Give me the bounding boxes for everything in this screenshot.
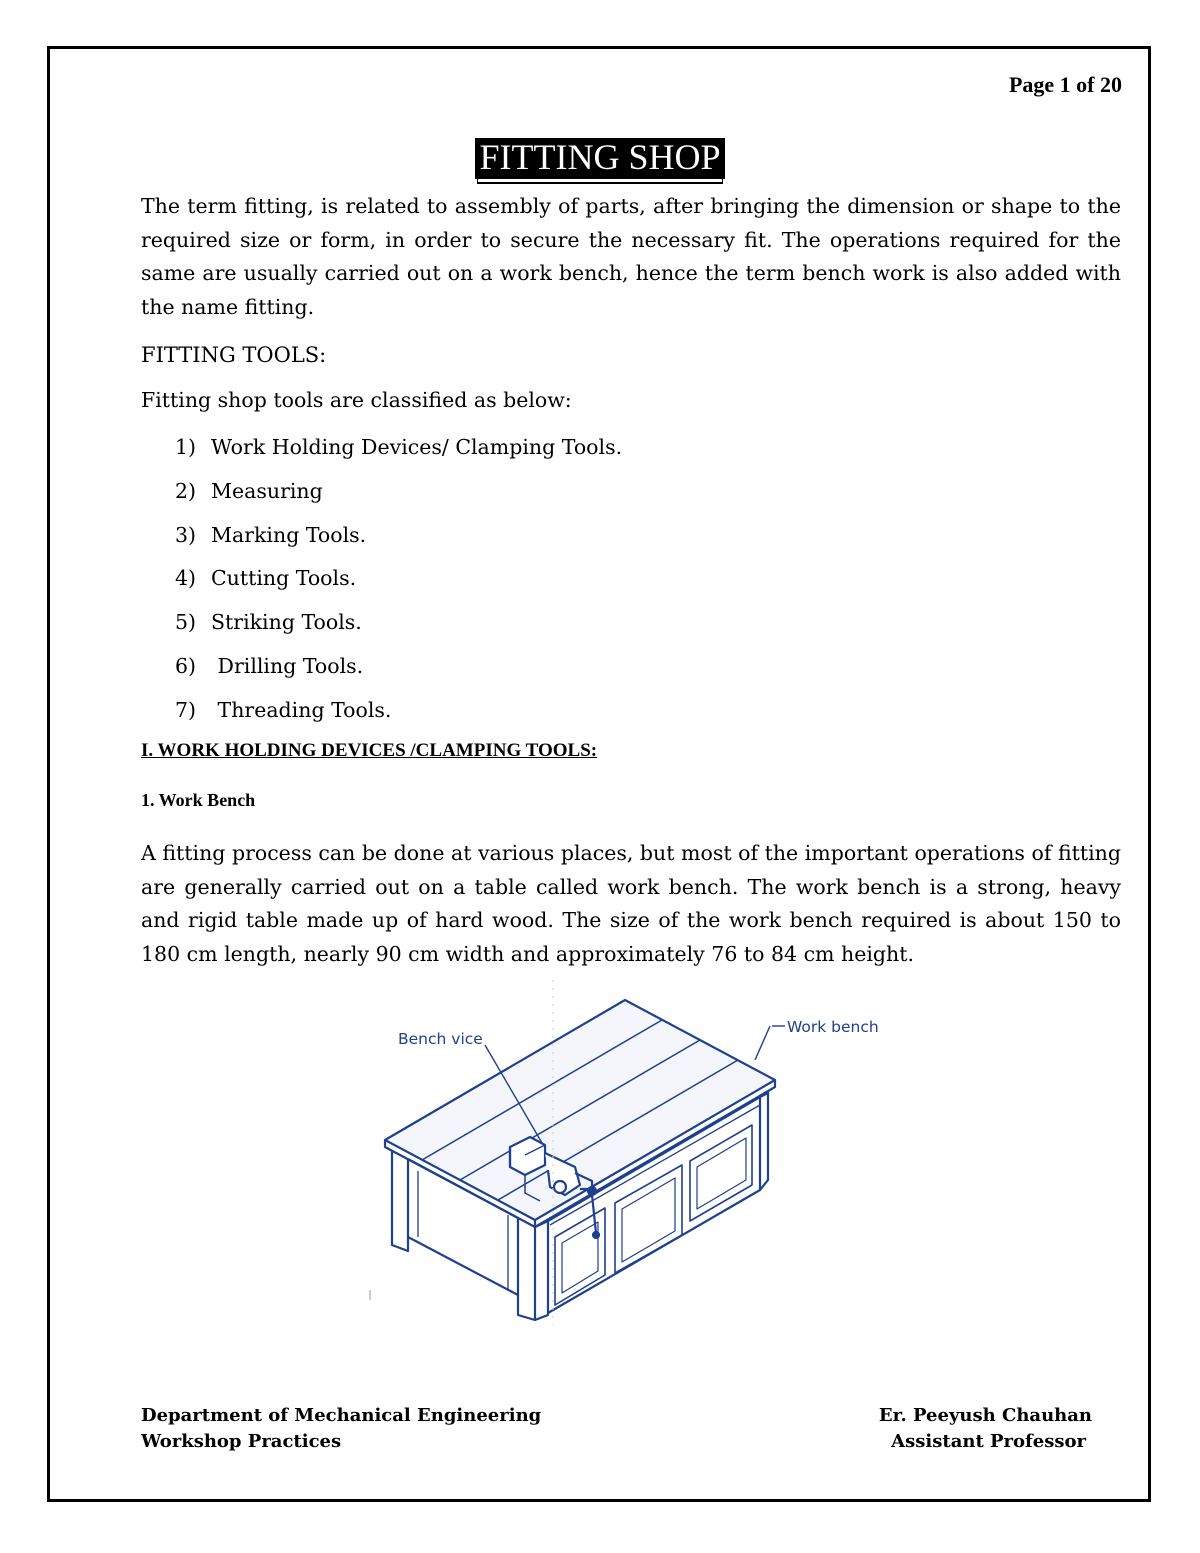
- list-item: 6) Drilling Tools.: [175, 653, 364, 678]
- tools-list: [175, 431, 622, 738]
- label-work-bench: Work bench: [787, 1018, 879, 1036]
- list-item: 4) Cutting Tools.: [175, 566, 357, 591]
- footer-course: Workshop Practices: [141, 1431, 342, 1452]
- list-item: 7) Threading Tools.: [175, 697, 392, 722]
- page-title-wrap: [0, 138, 1200, 179]
- intro-paragraph: The term fitting, is related to assembly of parts, after bringing the dimension or shape to the required size or form, in order to secure the necessary fit. The operations required for the same are usually carried out on a work bench, hence the term bench work is also added with the name fitting.: [141, 194, 1121, 319]
- footer-designation: Assistant Professor: [891, 1431, 1086, 1452]
- tools-heading: FITTING TOOLS:: [141, 343, 327, 367]
- page-number: Page 1 of 20: [1008, 72, 1122, 97]
- list-item: 1) Work Holding Devices/ Clamping Tools.: [175, 435, 623, 459]
- page-title: FITTING SHOP: [475, 138, 724, 179]
- subsection-heading: 1. Work Bench: [141, 790, 256, 810]
- tools-intro: Fitting shop tools are classified as below:: [141, 388, 572, 412]
- work-bench-figure: [360, 975, 900, 1330]
- section-heading: I. WORK HOLDING DEVICES /CLAMPING TOOLS:: [141, 740, 598, 761]
- list-item: 3) Marking Tools.: [175, 522, 367, 547]
- list-item: 2) Measuring: [175, 478, 323, 503]
- footer-author: Er. Peeyush Chauhan: [878, 1405, 1092, 1426]
- list-item: 5) Striking Tools.: [175, 610, 362, 635]
- footer-dept: Department of Mechanical Engineering: [141, 1405, 542, 1426]
- bench-paragraph: A fitting process can be done at various places, but most of the important operations of fitting are generally carried out on a table called work bench. The work bench is a strong, heavy and rigid table made up of hard wood. The size of the work bench required is about 150 to 180 cm length, nearly 90 cm width and approximately 76 to 84 cm height.: [141, 841, 1121, 966]
- label-bench-vice: Bench vice: [398, 1030, 483, 1048]
